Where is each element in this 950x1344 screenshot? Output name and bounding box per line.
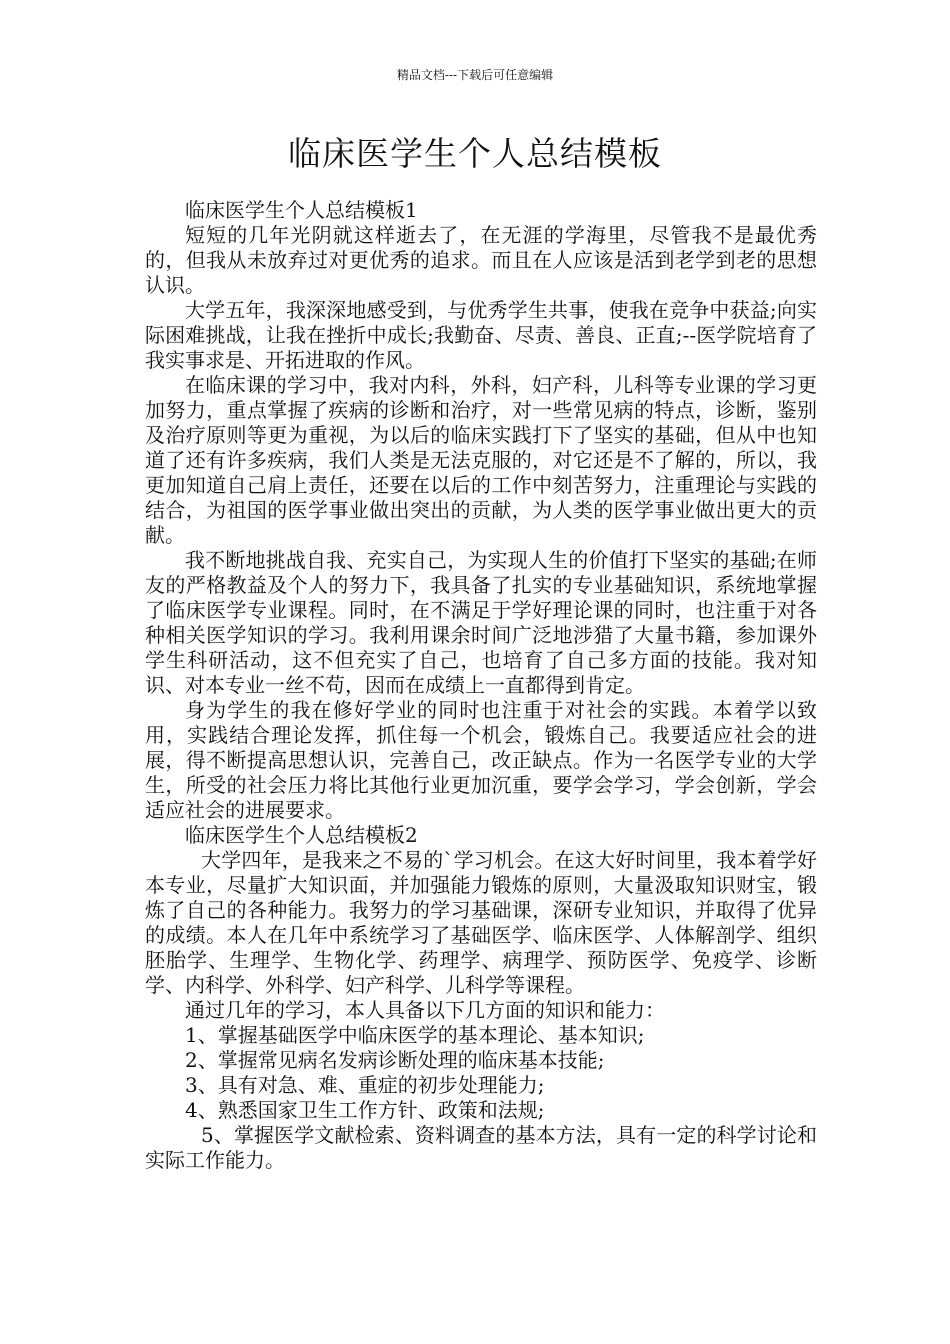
document-title: 临床医学生个人总结模板 [288, 134, 662, 173]
paragraph: 身为学生的我在修好学业的同时也注重于对社会的实践。本着学以致用，实践结合理论发挥，抓住每一个机会，锻炼自己。我要适应社会的进展，得不断提高思想认识，完善自己，改正缺点。作为一名医学专业的大学生，所受的社会压力将比其他行业更加沉重，要学会学习，学会创新，学会适应社会的进展要求。 [145, 698, 817, 822]
list-item: 2、掌握常见病名发病诊断处理的临床基本技能; [185, 1048, 605, 1072]
paragraph: 短短的几年光阴就这样逝去了，在无涯的学海里，尽管我不是最优秀的，但我从未放弃过对更优秀的追求。而且在人应该是活到老学到老的思想认识。 [145, 223, 817, 297]
paragraph: 大学四年，是我来之不易的`学习机会。在这大好时间里，我本着学好本专业，尽量扩大知识面，并加强能力锻炼的原则，大量汲取知识财宝，锻炼了自己的各种能力。我努力的学习基础课，深研专业知识，并取得了优异的成绩。本人在几年中系统学习了基础医学、临床医学、人体解剖学、组织胚胎学、生理学、生物化学、药理学、病理学、预防医学、免疫学、诊断学、内科学、外科学、妇产科学、儿科学等课程。 [145, 848, 817, 997]
list-item: 5、掌握医学文献检索、资料调查的基本方法，具有一定的科学讨论和实际工作能力。 [145, 1123, 817, 1172]
paragraph: 大学五年，我深深地感受到，与优秀学生共事，使我在竞争中获益;向实际困难挑战，让我在挫折中成长;我勤奋、尽责、善良、正直;--医学院培育了我实事求是、开拓进取的作风。 [145, 298, 817, 372]
paragraph: 在临床课的学习中，我对内科，外科，妇产科，儿科等专业课的学习更加努力，重点掌握了疾病的诊断和治疗，对一些常见病的特点，诊断，鉴别及治疗原则等更为重视，为以后的临床实践打下了坚实的基础，但从中也知道了还有许多疾病，我们人类是无法克服的，对它还是不了解的，所以，我更加知道自己肩上责任，还要在以后的工作中刻苦努力，注重理论与实践的结合，为祖国的医学事业做出突出的贡献，为人类的医学事业做出更大的贡献。 [145, 373, 817, 547]
list-item: 3、具有对急、难、重症的初步处理能力; [185, 1073, 545, 1097]
section-heading-2: 临床医学生个人总结模板2 [185, 823, 418, 847]
header-note: 精品文档---下载后可任意编辑 [396, 68, 554, 82]
document-body [145, 198, 817, 1173]
list-item: 1、掌握基础医学中临床医学的基本理论、基本知识; [185, 1023, 645, 1047]
section-heading-1: 临床医学生个人总结模板1 [185, 198, 418, 222]
paragraph: 我不断地挑战自我、充实自己，为实现人生的价值打下坚实的基础;在师友的严格教益及个人的努力下，我具备了扎实的专业基础知识，系统地掌握了临床医学专业课程。同时，在不满足于学好理论课的同时，也注重于对各种相关医学知识的学习。我利用课余时间广泛地涉猎了大量书籍，参加课外学生科研活动，这不但充实了自己，也培育了自己多方面的技能。我对知识、对本专业一丝不苟，因而在成绩上一直都得到肯定。 [145, 548, 817, 697]
list-item: 4、熟悉国家卫生工作方针、政策和法规; [185, 1098, 545, 1122]
paragraph: 通过几年的学习，本人具备以下几方面的知识和能力： [185, 998, 665, 1022]
